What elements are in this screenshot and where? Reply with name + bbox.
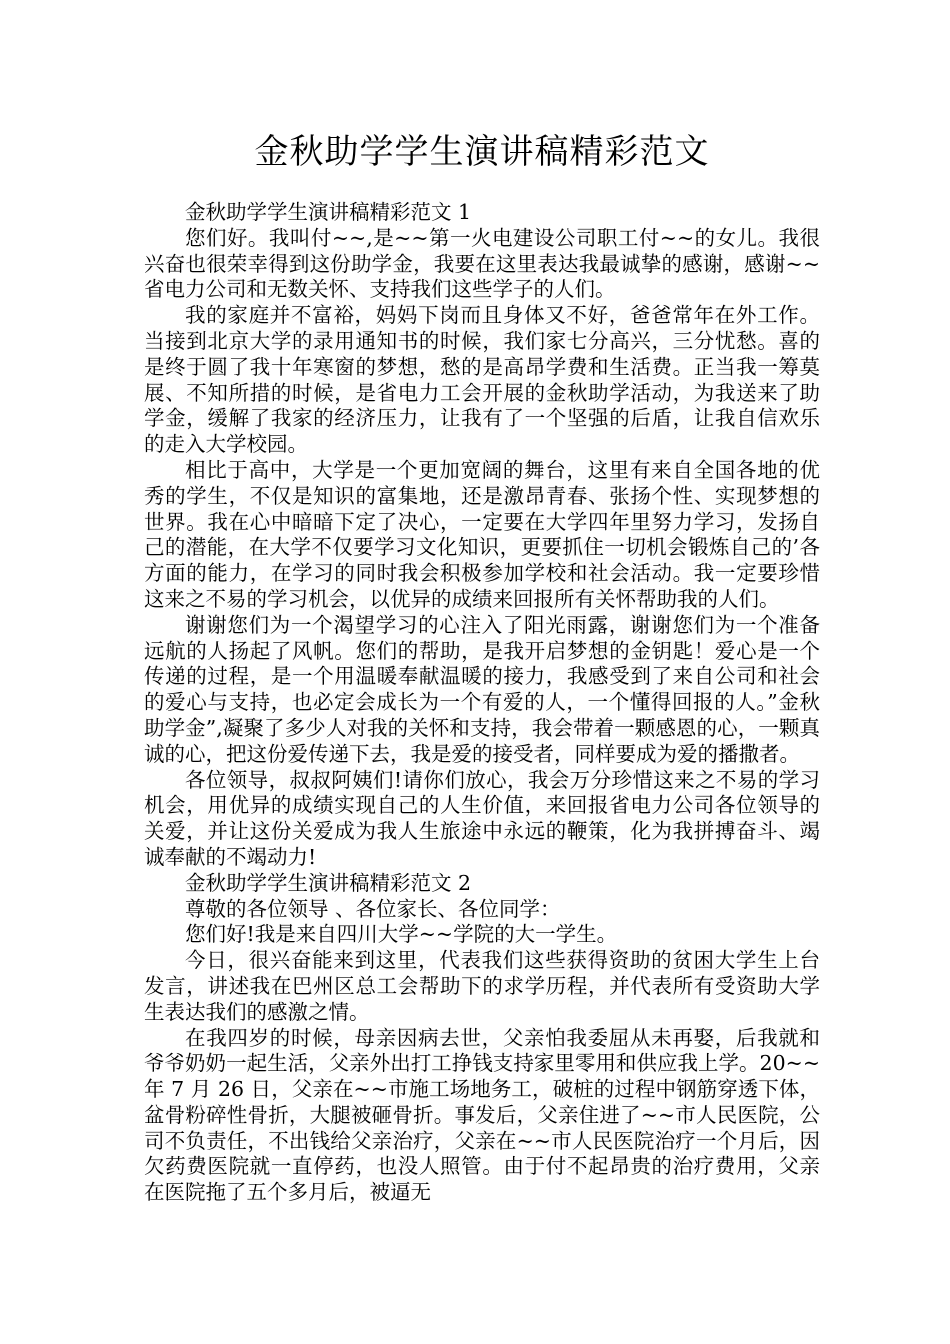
section-heading: 金秋助学学生演讲稿精彩范文 1 [185, 200, 472, 224]
paragraph: 今日，很兴奋能来到这里，代表我们这些获得资助的贫困大学生上台发言，讲述我在巴州区总工会帮助下的求学历程，并代表所有受资助大学生表达我们的感激之情。 [144, 948, 820, 1024]
paragraph: 您们好!我是来自四川大学~~学院的大一学生。 [185, 922, 618, 947]
document-title: 金秋助学学生演讲稿精彩范文 [254, 132, 710, 172]
paragraph: 您们好。我叫付~~,是~~第一火电建设公司职工付~~的女儿。我很兴奋也很荣幸得到这份助学金，我要在这里表达我最诚挚的感谢，感谢~~省电力公司和无数关怀、支持我们这些学子的人们。 [144, 225, 820, 302]
paragraph: 在我四岁的时候，母亲因病去世，父亲怕我委屈从未再娶，后我就和爷爷奶奶一起生活，父亲外出打工挣钱支持家里零用和供应我上学。20~~年 7 月 26 日，父亲在~~市施工场地务工，破桩的过程中钢筋穿透下体，盆骨粉碎性骨折，大腿被砸骨折。事发后，父亲住进了~~市人民医院，公司不负责任，不出钱给父亲治疗，父亲在~~市人民医院治疗一个月后，因欠药费医院就一直停药，也没人照管。由于付不起昂贵的治疗费用，父亲在医院拖了五个多月后，被逼无 [144, 1025, 820, 1205]
paragraph: 尊敬的各位领导 、各位家长、各位同学： [185, 896, 561, 921]
paragraph: 我的家庭并不富裕，妈妈下岗而且身体又不好，爸爸常年在外工作。当接到北京大学的录用通知书的时候，我们家七分高兴，三分忧愁。喜的是终于圆了我十年寒窗的梦想，愁的是高昂学费和生活费。正当我一筹莫展、不知所措的时候，是省电力工会开展的金秋助学活动，为我送来了助学金，缓解了我家的经济压力，让我有了一个坚强的后盾，让我自信欢乐的走入大学校园。 [144, 303, 820, 457]
document-body [144, 200, 820, 1206]
section-heading: 金秋助学学生演讲稿精彩范文 2 [185, 870, 472, 895]
paragraph: 相比于高中，大学是一个更加宽阔的舞台，这里有来自全国各地的优秀的学生，不仅是知识的富集地，还是激昂青春、张扬个性、实现梦想的世界。我在心中暗暗下定了决心，一定要在大学四年里努力学习，发扬自己的潜能，在大学不仅要学习文化知识，更要抓住一切机会锻炼自己的’各方面的能力，在学习的同时我会积极参加学校和社会活动。我一定要珍惜这来之不易的学习机会，以优异的成绩来回报所有关怀帮助我的人们。 [144, 457, 820, 611]
document-page [144, 0, 820, 1206]
paragraph: 各位领导，叔叔阿姨们!请你们放心，我会万分珍惜这来之不易的学习机会，用优异的成绩实现自己的人生价值，来回报省电力公司各位领导的关爱，并让这份关爱成为我人生旅途中永远的鞭策，化为我拼搏奋斗、竭诚奉献的不竭动力! [144, 767, 820, 869]
paragraph: 谢谢您们为一个渴望学习的心注入了阳光雨露，谢谢您们为一个准备远航的人扬起了风帆。您们的帮助，是我开启梦想的金钥匙！爱心是一个传递的过程，是一个用温暖奉献温暖的接力，我感受到了来自公司和社会的爱心与支持，也必定会成长为一个有爱的人，一个懂得回报的人。”金秋助学金”,凝聚了多少人对我的关怀和支持，我会带着一颗感恩的心，一颗真诚的心，把这份爱传递下去，我是爱的接受者，同样要成为爱的播撒者。 [144, 612, 820, 766]
